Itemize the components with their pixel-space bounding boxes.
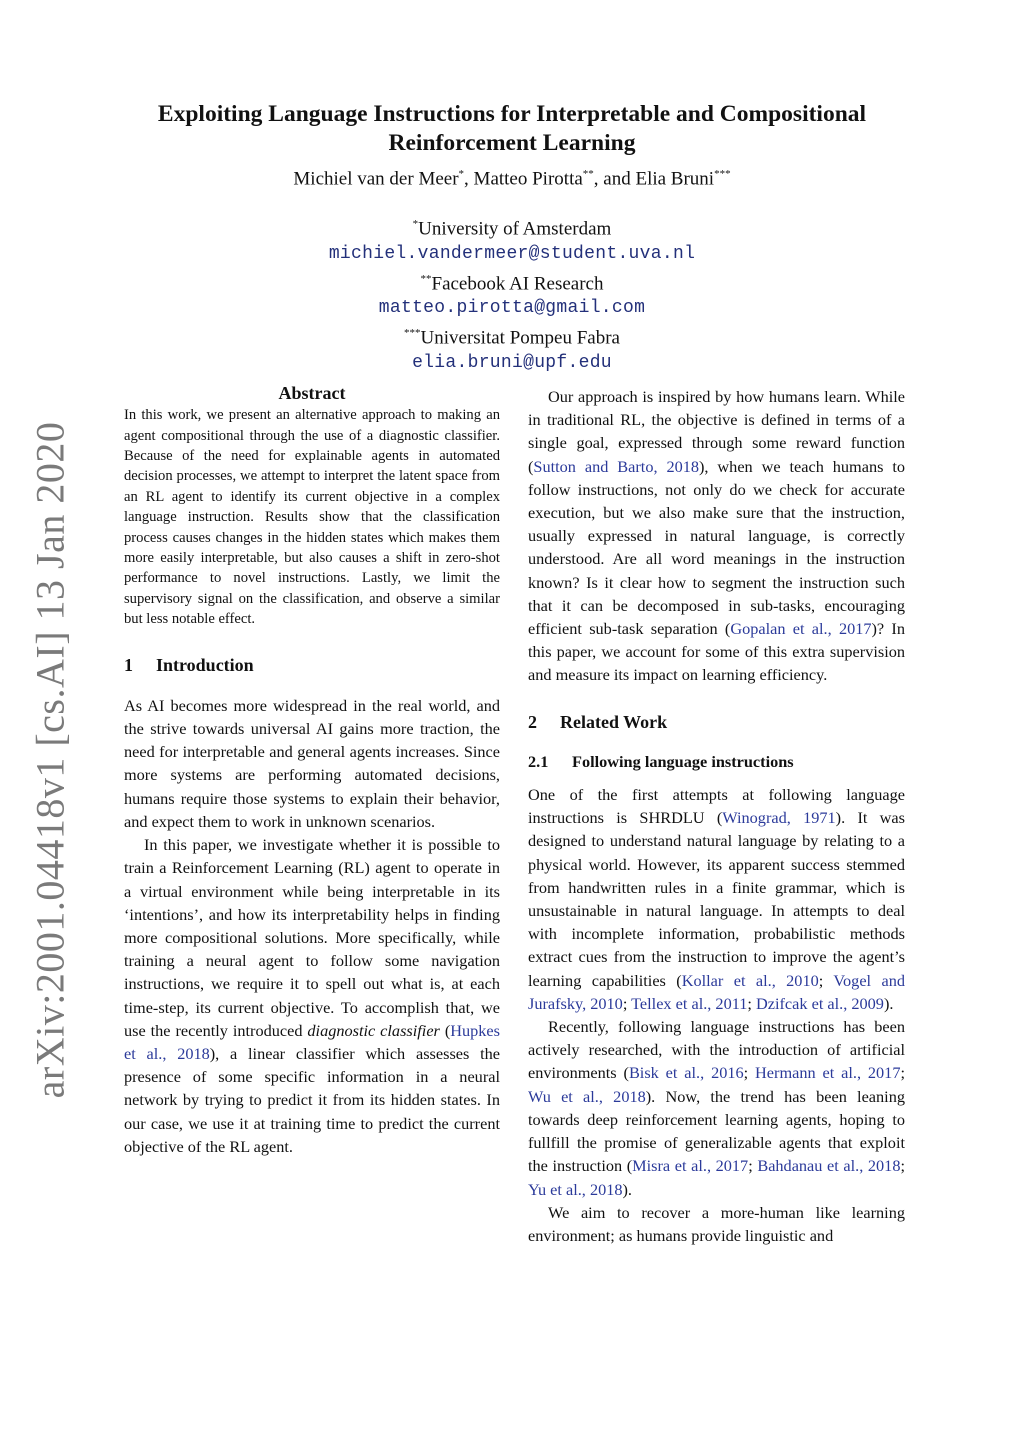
title-line-2: Reinforcement Learning [388, 130, 636, 156]
affiliation-3-mark: *** [404, 326, 421, 339]
citation-misra[interactable]: Misra et al., 2017 [632, 1156, 749, 1176]
citation-hupkes[interactable]: Hupkes et al., 2018 [124, 1020, 500, 1063]
affiliation-3 [0, 321, 1024, 351]
subsection-2-1-title: Following language instructions [572, 751, 794, 771]
author-3-mark: *** [714, 168, 731, 180]
section-1-number: 1 [124, 654, 133, 675]
email-3[interactable]: elia.bruni@upf.edu [412, 352, 612, 373]
affiliation-1-name: University of Amsterdam [418, 218, 612, 240]
subsection-2-1-heading [528, 750, 905, 773]
citation-wu[interactable]: Wu et al., 2018 [528, 1086, 646, 1106]
citation-vogel[interactable]: Vogel and Jurafsky, 2010 [528, 970, 905, 1013]
section-2-heading [528, 711, 905, 734]
paper-title [0, 100, 1024, 158]
related-p2-end: ). [622, 1179, 633, 1199]
arxiv-stamp [20, 421, 80, 1099]
intro-paragraph-1: As AI becomes more widespread in the real world, and the strive towards universal AI gains more traction, the need for interpretable and general agents increases. Since more systems are performing automated decisions, humans require those systems to explain their behavior, and expect them to work in unknown scenarios. [124, 695, 500, 831]
related-p1-sep-1: ; [818, 970, 834, 990]
intro-p2-emphasis: diagnostic classifier [307, 1020, 440, 1040]
section-1-heading [124, 654, 500, 677]
citation-kollar[interactable]: Kollar et al., 2010 [681, 970, 819, 990]
related-p1-end: ). [883, 993, 894, 1013]
affiliation-3-name: Universitat Pompeu Fabra [420, 327, 620, 349]
citation-dzifcak[interactable]: Dzifcak et al., 2009 [756, 993, 884, 1013]
related-p1-text-a: One of the first attempts at following language instructions is SHRDLU ( [528, 785, 905, 828]
affiliation-1-mark: * [412, 218, 419, 231]
related-paragraph-2 [528, 1015, 905, 1201]
related-p2-text-b: ). Now, the trend has been leaning towards deep reinforcement learning agents, hoping to fullfill the promise of generalizable agents that exploit the instruction ( [528, 1086, 905, 1176]
section-2-title: Related Work [560, 711, 668, 732]
related-p2-text-a: Recently, following language instructions has been actively researched, with the introduction of artificial environments ( [528, 1017, 905, 1083]
intro-paragraph-3 [528, 385, 905, 687]
citation-yu[interactable]: Yu et al., 2018 [528, 1179, 623, 1199]
author-list [0, 168, 1024, 190]
affiliation-2-mark: ** [420, 272, 432, 285]
abstract-text: In this work, we present an alternative approach to making an agent compositional through the use of a diagnostic classifier. Because of the need for explainable agents in automated decision processes, we attempt to interpret the latent space from an RL agent to identify its current objective in a complex language instruction. Results show that the classification process causes changes in the hidden states which makes them more easily interpretable, but also causes a shift in zero-shot performance to novel instructions. Lastly, we limit the supervisory signal on the classification, and observe a similar but less notable effect. [124, 407, 500, 628]
author-3: , and Elia Bruni [593, 168, 715, 190]
author-2: , Matteo Pirotta [464, 168, 583, 190]
author-1-mark: * [458, 168, 465, 180]
affiliation-1 [0, 212, 1024, 242]
author-2-mark: ** [582, 168, 594, 180]
related-p2-sep-2: ; [900, 1063, 905, 1083]
intro-p3-text-b: ), when we teach humans to follow instructions, not only do we check for accurate execution, but we also make sure that the instruction, usually expressed in natural language, is correctly understood. Are all word meanings in the instruction known? Is it clear how to segment the instruction such that it can be decomposed in sub-tasks, encouraging efficient sub-task separation ( [528, 456, 906, 639]
related-p1-sep-3: ; [747, 993, 756, 1013]
abstract-heading: Abstract [278, 383, 346, 403]
citation-tellex[interactable]: Tellex et al., 2011 [631, 993, 748, 1013]
intro-p2-text-c: ), a linear classifier which assesses the presence of some specific information in a neural network by trying to predict it from its hidden states. In our case, we use it at training time to predict the current objective of the RL agent. [124, 1043, 501, 1156]
author-1: Michiel van der Meer [293, 168, 459, 190]
related-p1-sep-2: ; [622, 993, 632, 1013]
related-paragraph-3: We aim to recover a more-human like learning environment; as humans provide linguistic and [528, 1202, 905, 1245]
related-p2-sep-3: ; [748, 1156, 758, 1176]
citation-sutton[interactable]: Sutton and Barto, 2018 [533, 456, 700, 476]
citation-gopalan[interactable]: Gopalan et al., 2017 [730, 619, 872, 639]
related-paragraph-1 [528, 783, 905, 1015]
section-1-title: Introduction [156, 654, 254, 675]
intro-p3-text-a: Our approach is inspired by how humans learn. While in traditional RL, the objective is defined in terms of a single goal, expressed through some reward function ( [528, 387, 905, 476]
related-p1-text-b: ). It was designed to understand natural language by relating to a physical world. However, its apparent success stemmed from handwritten rules in a finite grammar, which is unsustainable in natural language. In attempts to deal with incomplete information, probabilistic methods extract cues from the instruction to improve the agent’s learning capabilities ( [528, 808, 905, 990]
citation-bisk[interactable]: Bisk et al., 2016 [628, 1063, 744, 1083]
paper-header [0, 100, 1024, 375]
affiliations [0, 212, 1024, 375]
right-column [528, 385, 905, 1247]
email-2[interactable]: matteo.pirotta@gmail.com [378, 298, 646, 319]
intro-paragraph-2 [124, 833, 500, 1158]
email-1[interactable]: michiel.vandermeer@student.uva.nl [328, 244, 696, 265]
subsection-2-1-number: 2.1 [528, 751, 549, 771]
affiliation-2 [0, 267, 1024, 297]
citation-bahdanau[interactable]: Bahdanau et al., 2018 [757, 1156, 901, 1176]
related-p2-sep-4: ; [900, 1156, 905, 1176]
citation-hermann[interactable]: Hermann et al., 2017 [755, 1063, 901, 1083]
left-column [124, 382, 500, 1158]
intro-p2-text-b: ( [439, 1020, 451, 1040]
affiliation-2-name: Facebook AI Research [431, 272, 604, 294]
intro-p3-text-c: )? In this paper, we account for some of this extra supervision and measure its impact on learning efficiency. [528, 619, 905, 685]
title-line-1: Exploiting Language Instructions for Interpretable and Compositional [157, 101, 867, 127]
related-p2-sep-1: ; [743, 1063, 756, 1083]
intro-p2-text-a: In this paper, we investigate whether it is possible to train a Reinforcement Learning (RL) agent to operate in a virtual environment while being interpretable in its ‘intentions’, and how its interpretability helps in finding more compositional solutions. More specifically, while training a neural agent to follow some navigation instructions, we require it to spell out what is, at each time-step, its current objective. To accomplish that, we use the recently introduced [124, 835, 500, 1040]
arxiv-id[interactable]: arXiv:2001.04418v1 [cs.AI] 13 Jan 2020 [27, 421, 73, 1099]
section-2-number: 2 [528, 711, 537, 732]
citation-winograd[interactable]: Winograd, 1971 [722, 808, 836, 828]
